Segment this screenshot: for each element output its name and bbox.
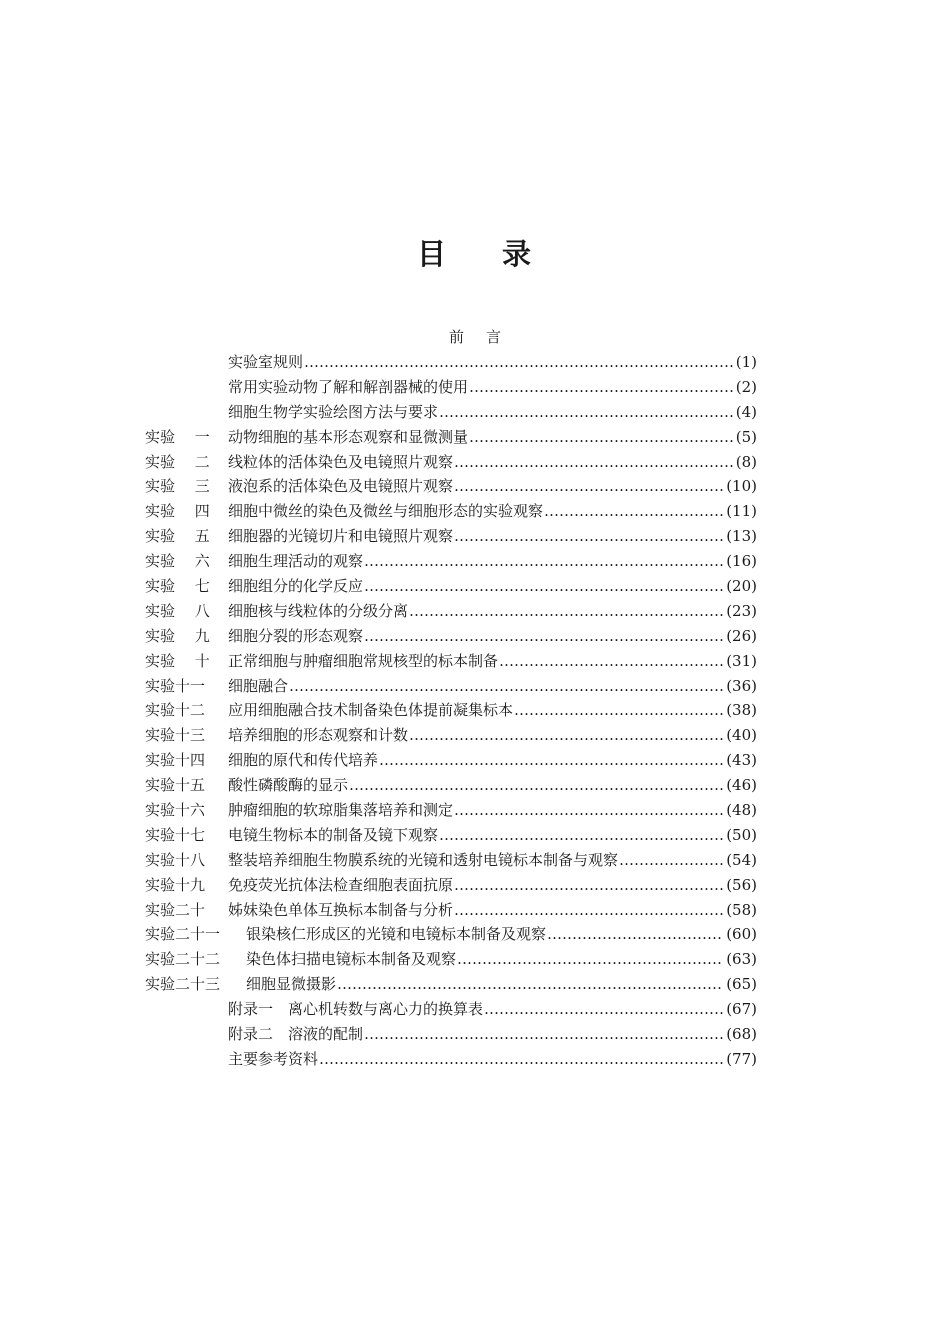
toc-entry-label: 实验十四 <box>145 751 206 770</box>
toc-entry[interactable] <box>0 451 950 476</box>
toc-entry-title: 常用实验动物了解和解剖器械的使用 <box>228 377 469 396</box>
toc-entry[interactable] <box>0 351 950 376</box>
toc-entry[interactable] <box>0 376 950 401</box>
toc-entry-title: 附录一 离心机转数与离心力的换算表 <box>228 1000 484 1019</box>
toc-entry-title: 细胞中微丝的染色及微丝与细胞形态的实验观察 <box>228 502 544 521</box>
toc-entry-page: (40) <box>726 726 757 745</box>
toc-entry-title: 附录二 溶液的配制 <box>228 1025 364 1044</box>
toc-entry-label: 实验 六 <box>145 552 210 571</box>
toc-entry-label: 实验十六 <box>145 801 206 820</box>
toc-entry-page: (65) <box>726 975 757 994</box>
toc-leader-dots <box>364 575 723 597</box>
toc-entry[interactable] <box>0 774 950 799</box>
toc-leader-dots <box>499 650 723 672</box>
toc-leader-dots <box>514 699 723 721</box>
toc-entry-label: 实验 八 <box>145 601 210 620</box>
toc-entry-page: (8) <box>735 452 757 471</box>
toc-entry-page: (4) <box>735 402 757 421</box>
toc-entry-title: 免疫荧光抗体法检查细胞表面抗原 <box>228 875 454 894</box>
toc-entry-label: 实验十五 <box>145 776 206 795</box>
toc-entry[interactable] <box>0 724 950 749</box>
toc-entry-page: (23) <box>726 601 757 620</box>
toc-entry-page: (67) <box>726 1000 757 1019</box>
toc-leader-dots <box>454 799 723 821</box>
toc-entry-title: 细胞生理活动的观察 <box>228 552 364 571</box>
toc-entry[interactable] <box>0 650 950 675</box>
toc-entry[interactable] <box>0 824 950 849</box>
toc-entry[interactable] <box>0 899 950 924</box>
toc-entry-title: 培养细胞的形态观察和计数 <box>228 726 409 745</box>
toc-leader-dots <box>409 600 723 622</box>
toc-leader-dots <box>547 923 723 945</box>
toc-entry-label: 实验二十 <box>145 900 206 919</box>
toc-entry-page: (56) <box>726 875 757 894</box>
toc-entry[interactable] <box>0 625 950 650</box>
toc-entry-title: 姊妹染色单体互换标本制备与分析 <box>228 900 454 919</box>
toc-entry-page: (20) <box>726 577 757 596</box>
toc-entry-page: (46) <box>726 776 757 795</box>
toc-entry-title: 染色体扫描电镜标本制备及观察 <box>246 950 457 969</box>
toc-entry-label: 实验 九 <box>145 626 210 645</box>
toc-entry[interactable] <box>0 849 950 874</box>
toc-entry-title: 液泡系的活体染色及电镜照片观察 <box>228 477 454 496</box>
toc-entry-title: 细胞核与线粒体的分级分离 <box>228 601 409 620</box>
toc-entry-page: (63) <box>726 950 757 969</box>
toc-entry[interactable] <box>0 923 950 948</box>
toc-leader-dots <box>457 948 723 970</box>
toc-entry-label: 实验二十一 <box>145 925 221 944</box>
toc-entry[interactable] <box>0 1048 950 1073</box>
toc-entry-label: 实验 七 <box>145 577 210 596</box>
toc-entry-page: (68) <box>726 1025 757 1044</box>
toc-entry-title: 实验室规则 <box>228 353 304 371</box>
toc-entry[interactable] <box>0 401 950 426</box>
toc-leader-dots <box>469 376 733 398</box>
toc-entry-title: 电镜生物标本的制备及镜下观察 <box>228 825 439 844</box>
toc-entry-page: (54) <box>726 850 757 869</box>
toc-entry[interactable] <box>0 600 950 625</box>
toc-entry-label: 实验十九 <box>145 875 206 894</box>
toc-entry-label: 实验 十 <box>145 651 210 670</box>
toc-entry-title: 酸性磷酸酶的显示 <box>228 776 349 795</box>
toc-entry-page: (50) <box>726 825 757 844</box>
toc-entry-page: (5) <box>735 427 757 446</box>
toc-entry-page: (1) <box>735 353 757 371</box>
toc-entry-title: 细胞生物学实验绘图方法与要求 <box>228 402 439 421</box>
toc-entry[interactable] <box>0 699 950 724</box>
toc-leader-dots <box>484 998 723 1020</box>
toc-entry-page: (38) <box>726 701 757 720</box>
toc-entry[interactable] <box>0 749 950 774</box>
toc-entry[interactable] <box>0 948 950 973</box>
toc-entry-label: 实验二十三 <box>145 975 221 994</box>
toc-entry-label: 实验十二 <box>145 701 206 720</box>
toc-entry-page: (48) <box>726 801 757 820</box>
toc-entry-page: (58) <box>726 900 757 919</box>
toc-entry[interactable] <box>0 475 950 500</box>
toc-entry-page: (10) <box>726 477 757 496</box>
toc-entry-label: 实验十三 <box>145 726 206 745</box>
toc-entry-title: 主要参考资料 <box>228 1049 319 1068</box>
toc-entry-page: (11) <box>726 502 757 521</box>
toc-leader-dots <box>454 874 723 896</box>
toc-entry-label: 实验 二 <box>145 452 210 471</box>
toc-leader-dots <box>319 1048 723 1070</box>
toc-entry[interactable] <box>0 874 950 899</box>
toc-entry-page: (77) <box>726 1049 757 1068</box>
toc-leader-dots <box>454 525 723 547</box>
toc-entry-page: (13) <box>726 527 757 546</box>
toc-leader-dots <box>409 724 723 746</box>
table-of-contents <box>0 351 950 1073</box>
toc-entry-title: 正常细胞与肿瘤细胞常规核型的标本制备 <box>228 651 499 670</box>
toc-entry-label: 实验 五 <box>145 527 210 546</box>
toc-entry-page: (31) <box>726 651 757 670</box>
toc-entry-title: 肿瘤细胞的软琼脂集落培养和测定 <box>228 801 454 820</box>
page-title <box>0 232 950 273</box>
toc-entry-title: 细胞分裂的形态观察 <box>228 626 364 645</box>
toc-entry-title: 应用细胞融合技术制备染色体提前凝集标本 <box>228 701 514 720</box>
toc-leader-dots <box>349 774 723 796</box>
toc-leader-dots <box>364 550 723 572</box>
title-char-1: 目 <box>416 237 448 271</box>
toc-entry-label: 实验 四 <box>145 502 210 521</box>
toc-leader-dots <box>454 451 733 473</box>
toc-entry-title: 细胞组分的化学反应 <box>228 577 364 596</box>
toc-entry-label: 实验 一 <box>145 427 210 446</box>
preface-char-1: 前 <box>448 328 464 346</box>
toc-entry-label: 实验十一 <box>145 676 206 695</box>
toc-leader-dots <box>379 749 723 771</box>
toc-leader-dots <box>544 500 723 522</box>
toc-entry-title: 细胞的原代和传代培养 <box>228 751 379 770</box>
toc-leader-dots <box>439 824 723 846</box>
toc-entry-title: 线粒体的活体染色及电镜照片观察 <box>228 452 454 471</box>
toc-entry-title: 动物细胞的基本形态观察和显微测量 <box>228 427 469 446</box>
toc-entry-page: (26) <box>726 626 757 645</box>
toc-entry-label: 实验十八 <box>145 850 206 869</box>
toc-entry-label: 实验 三 <box>145 477 210 496</box>
preface-heading[interactable] <box>0 326 950 348</box>
toc-leader-dots <box>364 1023 723 1045</box>
toc-leader-dots <box>439 401 733 423</box>
toc-entry-page: (60) <box>726 925 757 944</box>
toc-leader-dots <box>364 625 723 647</box>
toc-entry[interactable] <box>0 575 950 600</box>
toc-entry-title: 银染核仁形成区的光镜和电镜标本制备及观察 <box>246 925 547 944</box>
toc-entry[interactable] <box>0 675 950 700</box>
toc-entry[interactable] <box>0 973 950 998</box>
toc-leader-dots <box>289 675 723 697</box>
toc-entry-title: 整装培养细胞生物膜系统的光镜和透射电镜标本制备与观察 <box>228 850 619 869</box>
toc-entry[interactable] <box>0 1023 950 1048</box>
toc-leader-dots <box>337 973 723 995</box>
toc-entry-label: 实验十七 <box>145 825 206 844</box>
toc-entry[interactable] <box>0 998 950 1023</box>
toc-entry-label: 实验二十二 <box>145 950 221 969</box>
toc-entry-title: 细胞显微摄影 <box>246 975 337 994</box>
title-char-2: 录 <box>502 237 534 271</box>
toc-entry[interactable] <box>0 799 950 824</box>
toc-entry-page: (16) <box>726 552 757 571</box>
toc-entry-page: (36) <box>726 676 757 695</box>
toc-entry-title: 细胞器的光镜切片和电镜照片观察 <box>228 527 454 546</box>
toc-leader-dots <box>304 351 733 373</box>
toc-entry[interactable] <box>0 525 950 550</box>
preface-char-2: 言 <box>486 328 502 346</box>
toc-entry-title: 细胞融合 <box>228 676 289 695</box>
toc-entry-page: (2) <box>735 377 757 396</box>
toc-entry[interactable] <box>0 426 950 451</box>
toc-leader-dots <box>619 849 723 871</box>
toc-entry[interactable] <box>0 550 950 575</box>
toc-entry[interactable] <box>0 500 950 525</box>
toc-leader-dots <box>454 475 723 497</box>
toc-entry-page: (43) <box>726 751 757 770</box>
toc-leader-dots <box>469 426 733 448</box>
toc-leader-dots <box>454 899 723 921</box>
